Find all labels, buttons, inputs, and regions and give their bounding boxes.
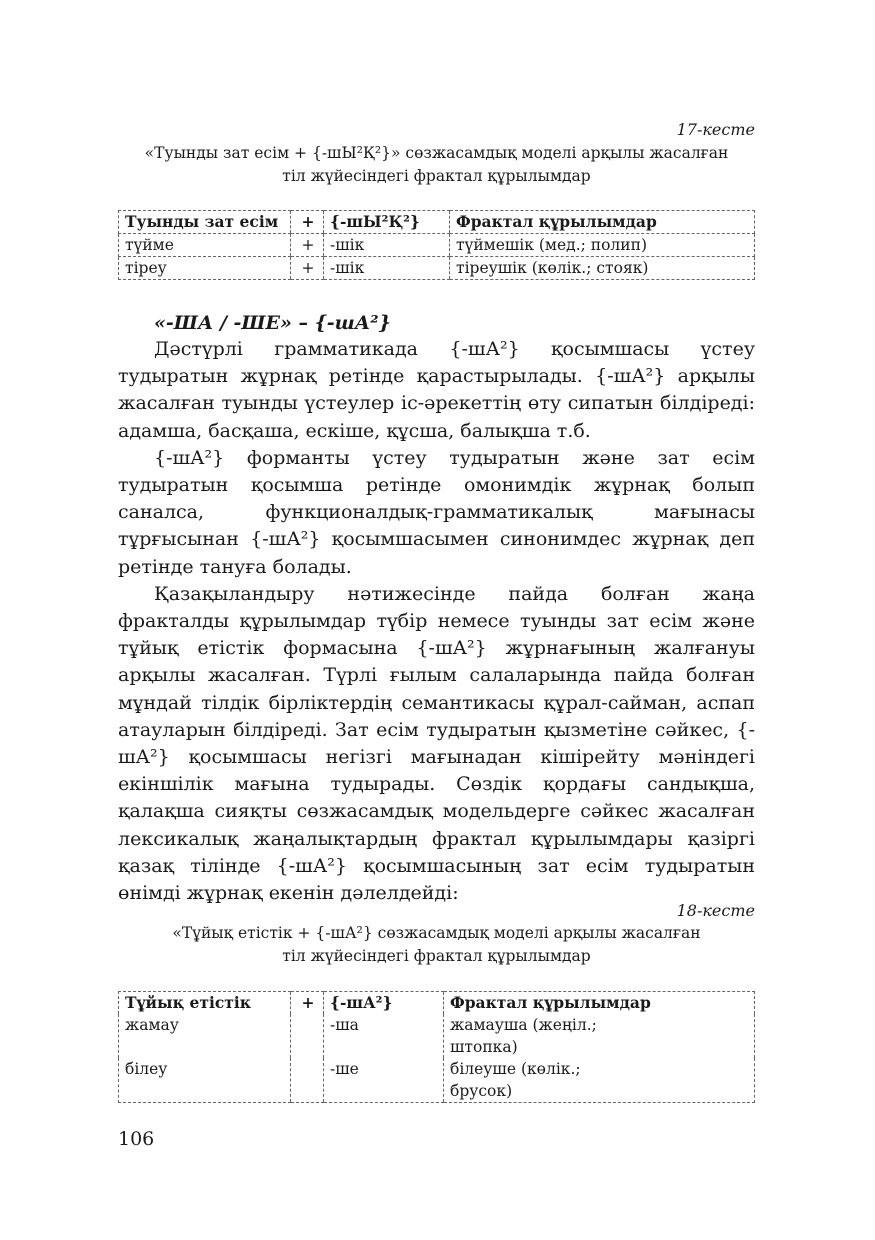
paragraph: Дәстүрлі грамматикада {-шА²} қосымшасы үстеу тудыратын жұрнақ ретінде қарастырылады. {-шА²} арқылы жасалған туынды үстеулер іс-әрекеттің өту сипатын білдіреді: адамша, басқаша, ескіше, құсша, балықша т.б. [118, 338, 755, 442]
table-cell: білеу [119, 1058, 291, 1103]
table-header-cell: Туынды зат есім [119, 211, 291, 234]
table-cell: -ше [324, 1058, 444, 1103]
body-text [118, 336, 755, 907]
page-number: 106 [118, 1128, 155, 1150]
table-cell: + [291, 257, 324, 280]
table-header-cell: + [291, 211, 324, 234]
table-header-cell: Фрактал құрылымдар [450, 211, 755, 234]
table-18-caption-line-1: «Тұйық етістік + {-шА²} сөзжасамдық моделі арқылы жасалған [172, 924, 701, 942]
cell-line: білеуше (көлік.; [450, 1060, 581, 1078]
table-header-cell: Фрактал құрылымдар [444, 992, 755, 1015]
table-17-caption-line-2: тіл жүйесіндегі фрактал құрылымдар [282, 167, 591, 185]
table-cell: тіреушік (көлік.; стояк) [450, 257, 755, 280]
paragraph: Қазақыландыру нәтижесінде пайда болған жаңа фракталды құрылымдар түбір немесе туынды зат есім және тұйық етістік формасына {-шА²} жұрнағының жалғануы арқылы жасалған. Түрлі ғылым салаларында пайда болған мұндай тілдік бірліктердің семантикасы құрал-сайман, аспап атауларын білдіреді. Зат есім тудыратын қызметіне сәйкес, {-шА²} қосымшасы негізгі мағынадан кішірейту мәніндегі екіншілік мағына тудырады. Сөздік қордағы сандықша, қалақша сияқты сөзжасамдық модельдерге сәйкес жасалған лексикалық жаңалықтардың фрактал құрылымдары қазіргі қазақ тілінде {-шА²} қосымшасының зат есім тудыратын өнімді жұрнақ екенін дәлелдейді: [118, 582, 755, 905]
table-row [119, 1058, 755, 1103]
table-cell [291, 1014, 324, 1058]
table-cell: жамау [119, 1014, 291, 1058]
table-row [119, 1014, 755, 1058]
table-header-cell: {-шА²} [324, 992, 444, 1015]
table-row [119, 257, 755, 280]
table-17-caption [118, 142, 755, 188]
table-cell: -ша [324, 1014, 444, 1058]
table-header-cell: Тұйық етістік [119, 992, 291, 1015]
cell-line: штопка) [450, 1038, 518, 1056]
paragraph: {-шА²} форманты үстеу тудыратын және зат есім тудыратын қосымша ретінде омонимдік жұрнақ болып саналса, функционалдық-грамматикалық мағынасы тұрғысынан {-шА²} қосымшасымен синонимдес жұрнақ деп ретінде тануға болады. [118, 446, 755, 578]
table-cell: -шік [324, 257, 450, 280]
table-cell: -шік [324, 234, 450, 257]
table-17-header-row [119, 211, 755, 234]
table-header-cell: + [291, 992, 324, 1015]
table-17-number: 17-кесте [676, 120, 755, 139]
table-cell [444, 1058, 755, 1103]
table-cell: тіреу [119, 257, 291, 280]
cell-line: жамауша (жеңіл.; [450, 1016, 597, 1034]
table-row [119, 234, 755, 257]
table-cell [291, 1058, 324, 1103]
table-header-cell: {-шЫ²Қ²} [324, 211, 450, 234]
table-18 [118, 991, 755, 1103]
section-heading: «-ША / -ШЕ» – {-шА²} [154, 312, 391, 334]
table-cell: түйме [119, 234, 291, 257]
table-18-caption-line-2: тіл жүйесіндегі фрактал құрылымдар [282, 947, 591, 965]
table-18-caption [118, 922, 755, 968]
table-cell: түймешік (мед.; полип) [450, 234, 755, 257]
table-17-caption-line-1: «Туынды зат есім + {-шЫ²Қ²}» сөзжасамдық моделі арқылы жасалған [144, 144, 729, 162]
table-cell [444, 1014, 755, 1058]
table-18-number: 18-кесте [676, 901, 755, 920]
table-cell: + [291, 234, 324, 257]
cell-line: брусок) [450, 1082, 513, 1100]
table-17 [118, 210, 755, 280]
table-18-header-row [119, 992, 755, 1015]
